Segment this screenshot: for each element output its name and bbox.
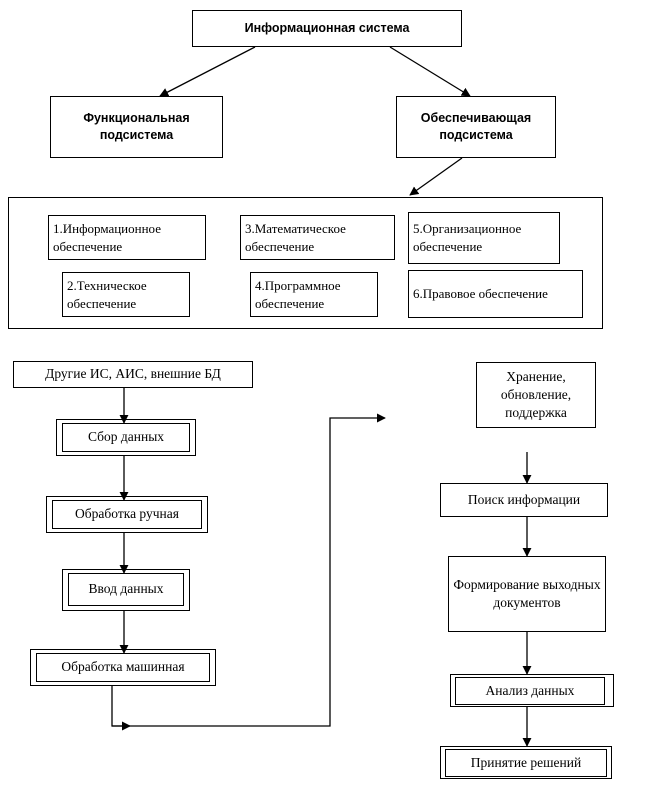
node-program-support: 4.Программное обеспечение <box>250 272 378 317</box>
node-legal-support: 6.Правовое обеспечение <box>408 270 583 318</box>
node-external-sources: Другие ИС, АИС, внешние БД <box>13 361 253 388</box>
node-data-collection: Сбор данных <box>62 423 190 452</box>
node-manual-processing: Обработка ручная <box>52 500 202 529</box>
node-data-entry: Ввод данных <box>68 573 184 606</box>
node-information-support: 1.Информационное обеспечение <box>48 215 206 260</box>
node-information-system: Информационная система <box>192 10 462 47</box>
node-data-analysis: Анализ данных <box>455 677 605 705</box>
node-technical-support: 2.Техническое обеспечение <box>62 272 190 317</box>
node-mathematical-support: 3.Математическое обеспечение <box>240 215 395 260</box>
node-decision-making: Принятие решений <box>445 749 607 777</box>
node-organizational-support: 5.Организационное обеспечение <box>408 212 560 264</box>
node-output-documents: Формирование выходных документов <box>448 556 606 632</box>
node-supporting-subsystem: Обеспечивающая подсистема <box>396 96 556 158</box>
node-storage-update-support: Хранение, обновление, поддержка <box>476 362 596 428</box>
node-functional-subsystem: Функциональная подсистема <box>50 96 223 158</box>
node-information-search: Поиск информации <box>440 483 608 517</box>
node-machine-processing: Обработка машинная <box>36 653 210 682</box>
